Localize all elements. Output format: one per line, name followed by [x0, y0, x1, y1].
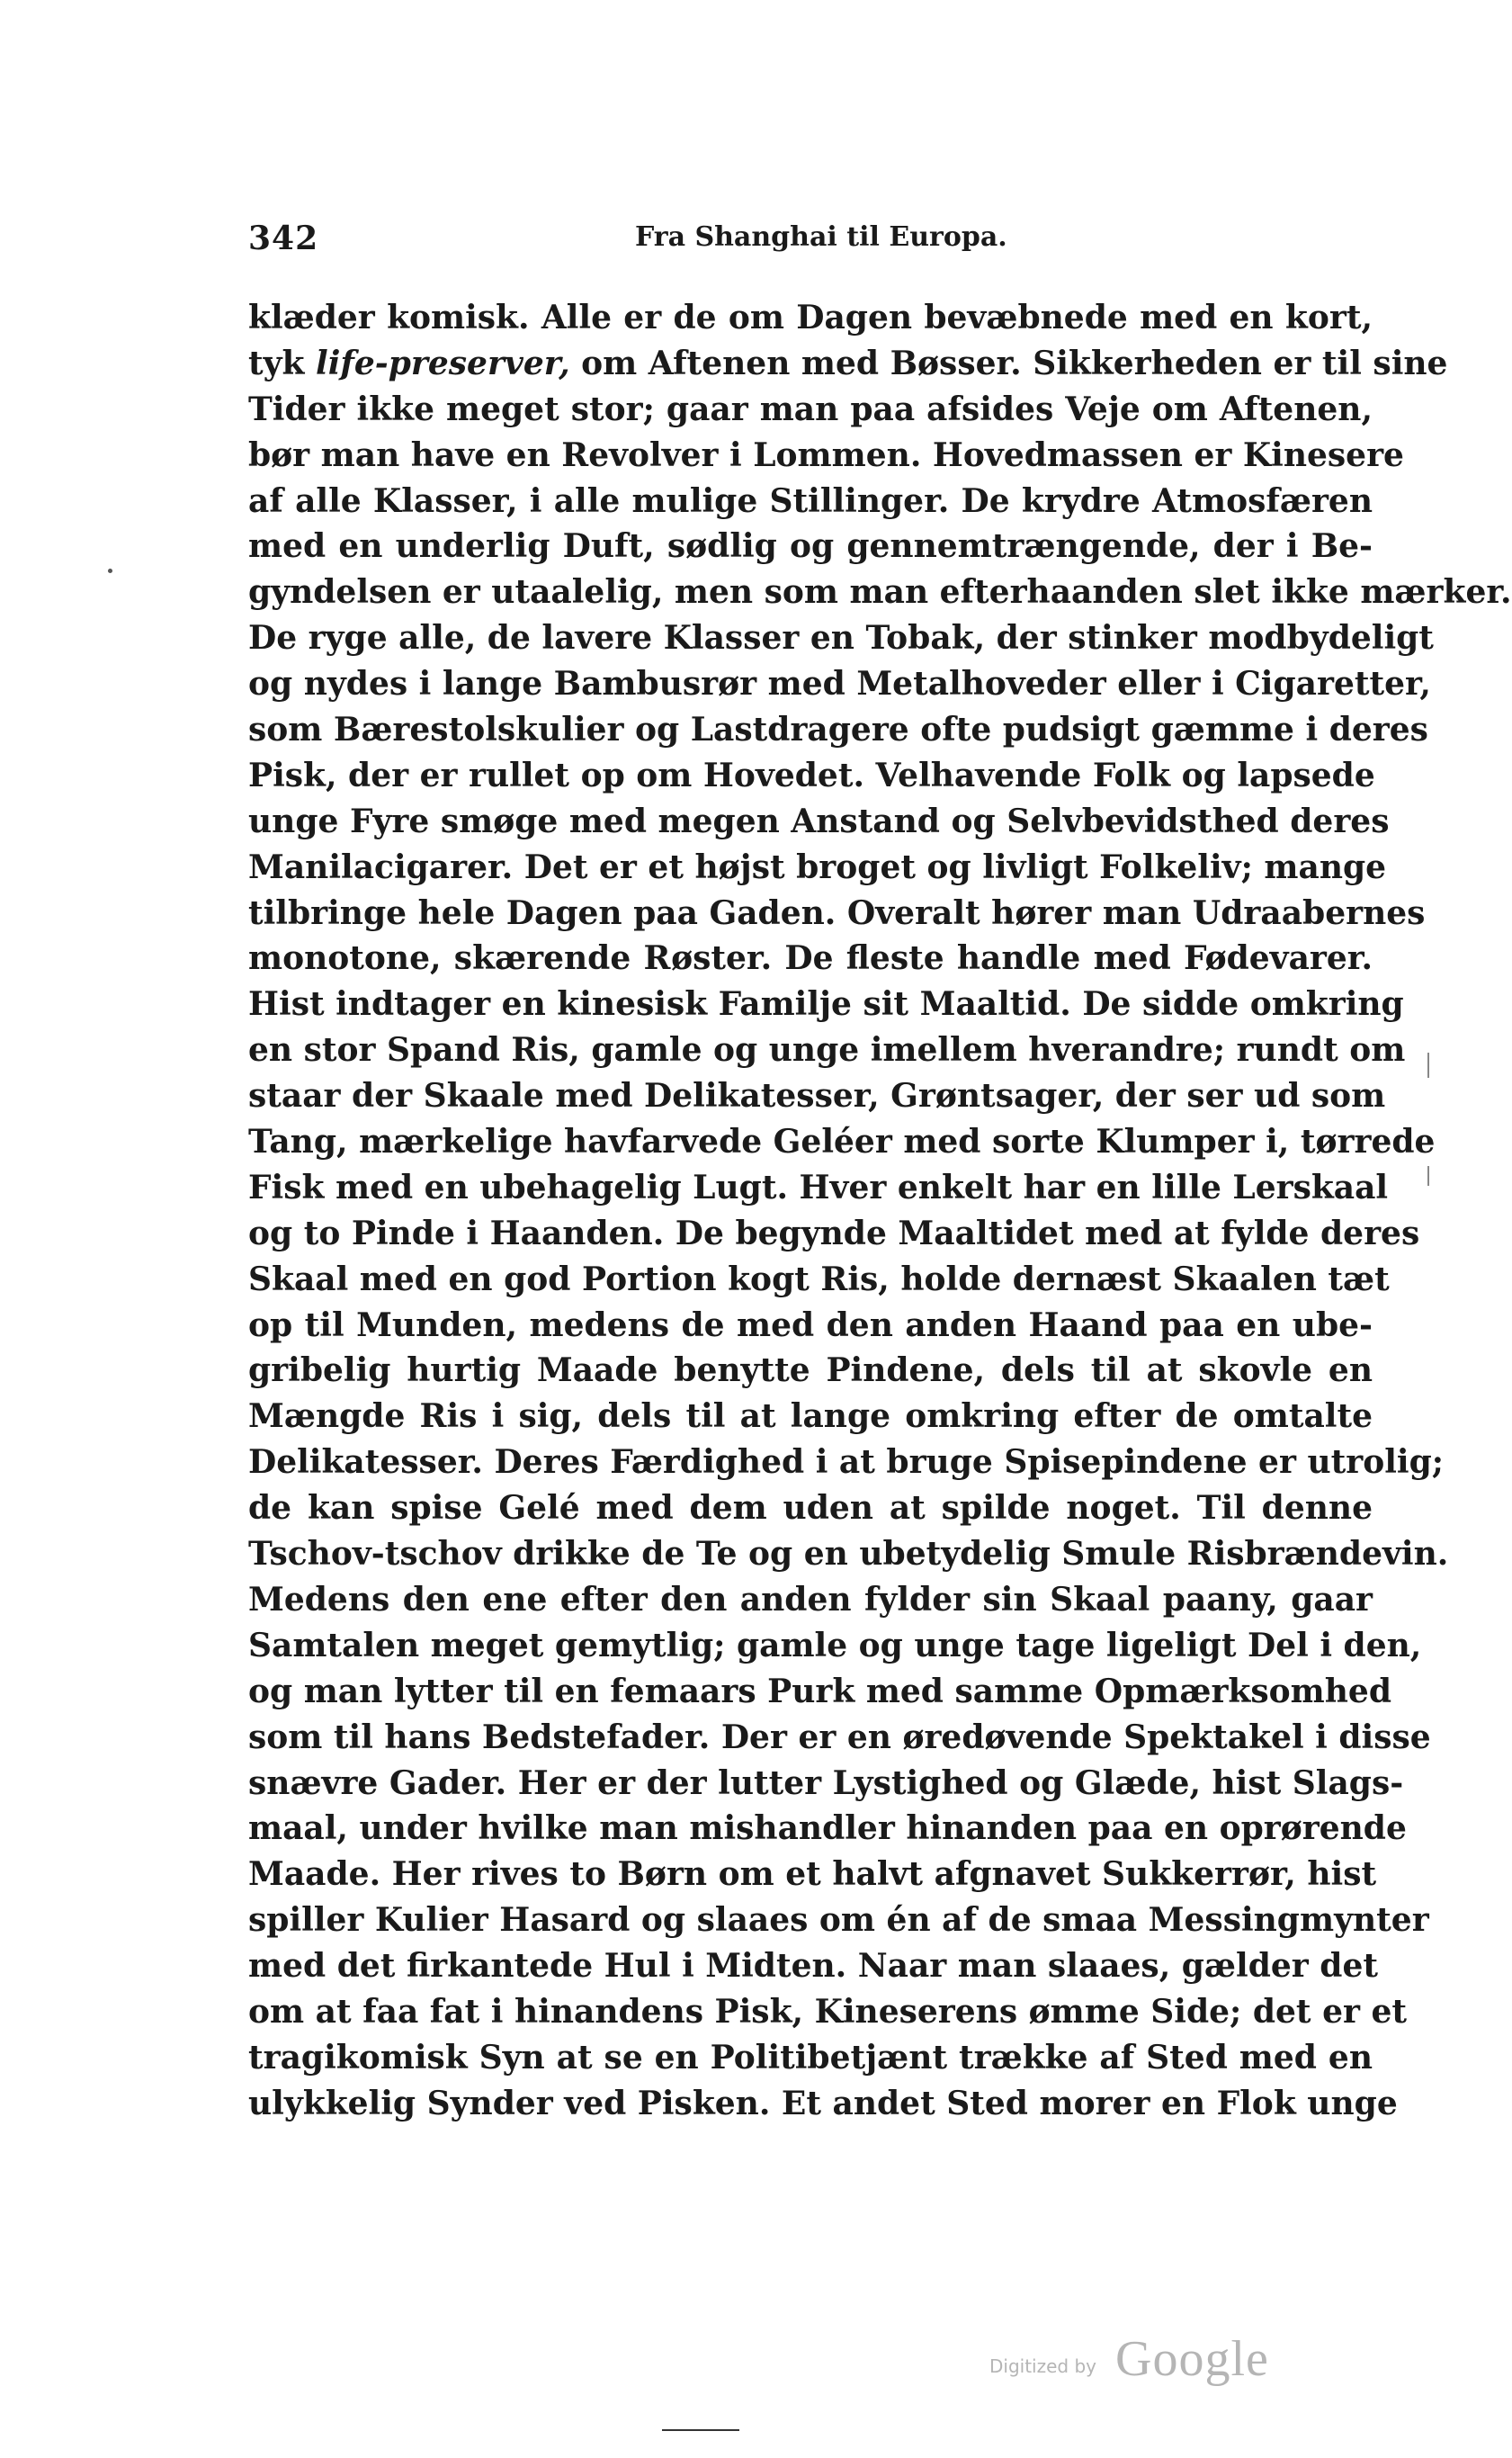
text-line: gyndelsen er utaalelig, men som man efterhaanden slet ikke mærker.: [248, 573, 1512, 612]
text-line: tragikomisk Syn at se en Politibetjænt trække af Sted med en: [248, 2038, 1373, 2077]
text-line: Mængde Ris i sig, dels til at lange omkring efter de omtalte: [248, 1397, 1373, 1436]
text-line: om at faa fat i hinandens Pisk, Kineserens ømme Side; det er et: [248, 1992, 1408, 2031]
text-line: maal, under hvilke man mishandler hinanden paa en oprørende: [248, 1809, 1407, 1848]
text-line: spiller Kulier Hasard og slaaes om én af de smaa Messingmynter: [248, 1901, 1429, 1940]
text-line: monotone, skærende Røster. De fleste handle med Fødevarer.: [248, 939, 1373, 978]
text-line: De ryge alle, de lavere Klasser en Tobak, der stinker modbydeligt: [248, 619, 1434, 658]
text-line: Pisk, der er rullet op om Hovedet. Velhavende Folk og lapsede: [248, 756, 1375, 794]
text-line: Tschov-tschov drikke de Te og en ubetydelig Smule Risbrændevin.: [248, 1535, 1449, 1574]
text-line: unge Fyre smøge med megen Anstand og Selvbevidsthed deres: [248, 802, 1390, 840]
text-line: klæder komisk. Alle er de om Dagen bevæbnede med en kort,: [248, 299, 1373, 336]
text-line: Tang, mærkelige havfarvede Geléer med sorte Klumper i, tørrede: [248, 1123, 1436, 1162]
text-line: bør man have en Revolver i Lommen. Hovedmassen er Kinesere: [248, 435, 1404, 474]
margin-mark: [1427, 1053, 1429, 1078]
footer-rule: [662, 2429, 739, 2431]
text-line: snævre Gader. Her er der lutter Lystighed og Glæde, hist Slags-: [248, 1763, 1404, 1802]
text-fragment: tyk: [248, 344, 305, 382]
text-line: Delikatesser. Deres Færdighed i at bruge Spisepindene er utrolig;: [248, 1443, 1445, 1482]
text-line: staar der Skaale med Delikatesser, Grøntsager, der ser ud som: [248, 1077, 1386, 1116]
text-line: som til hans Bedstefader. Der er en øredøvende Spektakel i disse: [248, 1718, 1431, 1756]
body-text: [248, 295, 1512, 2127]
text-line: Tider ikke meget stor; gaar man paa afsides Veje om Aftenen,: [248, 390, 1373, 428]
margin-mark: [1427, 1166, 1429, 1186]
text-fragment: om Aftenen med Bøsser. Sikkerheden er til sine: [581, 344, 1448, 382]
page-number: 342: [248, 220, 319, 257]
text-line: og man lytter til en femaars Purk med samme Opmærksomhed: [248, 1672, 1391, 1710]
margin-dot: [108, 569, 112, 573]
text-line: af alle Klasser, i alle mulige Stillinger. De krydre Atmosfæren: [248, 481, 1373, 520]
text-line: og to Pinde i Haanden. De begynde Maaltidet med at fylde deres: [248, 1214, 1420, 1252]
text-line: Samtalen meget gemytlig; gamle og unge tage ligeligt Del i den,: [248, 1626, 1422, 1664]
text-line: med det firkantede Hul i Midten. Naar man slaaes, gælder det: [248, 1947, 1378, 1986]
text-line: ulykkelig Synder ved Pisken. Et andet Sted morer en Flok unge: [248, 2084, 1398, 2122]
text-line: gribelig hurtig Maade benytte Pindene, dels til at skovle en: [248, 1351, 1373, 1390]
text-line: [248, 341, 1448, 387]
text-line: en stor Spand Ris, gamle og unge imellem hverandre; rundt om: [248, 1031, 1406, 1070]
page-header: [248, 214, 1373, 268]
text-line: Hist indtager en kinesisk Familje sit Maaltid. De sidde omkring: [248, 985, 1404, 1024]
text-line: Medens den ene efter den anden fylder sin Skaal paany, gaar: [248, 1580, 1373, 1619]
text-line: de kan spise Gelé med dem uden at spilde noget. Til denne: [248, 1489, 1373, 1528]
text-line: og nydes i lange Bambusrør med Metalhoveder eller i Cigaretter,: [248, 665, 1431, 704]
text-line: Manilacigarer. Det er et højst broget og livligt Folkeliv; mange: [248, 848, 1387, 886]
text-line: Skaal med en god Portion kogt Ris, holde dernæst Skaalen tæt: [248, 1260, 1390, 1298]
running-title: Fra Shanghai til Europa.: [635, 221, 1007, 253]
text-line: med en underlig Duft, sødlig og gennemtrængende, der i Be-: [248, 527, 1373, 566]
google-watermark: [989, 2330, 1295, 2387]
text-line: Maade. Her rives to Børn om et halvt afgnavet Sukkerrør, hist: [248, 1855, 1377, 1894]
text-line: Fisk med en ubehagelig Lugt. Hver enkelt har en lille Lerskaal: [248, 1168, 1389, 1207]
google-logo: Google: [1115, 2331, 1269, 2387]
text-line: tilbringe hele Dagen paa Gaden. Overalt hører man Udraabernes: [248, 893, 1426, 932]
text-line: som Bærestolskulier og Lastdragere ofte pudsigt gæmme i deres: [248, 711, 1428, 749]
watermark-prefix: Digitized by: [989, 2355, 1096, 2377]
text-line: op til Munden, medens de med den anden Haand paa en ube-: [248, 1305, 1373, 1344]
italic-term: life-preserver,: [316, 344, 570, 382]
